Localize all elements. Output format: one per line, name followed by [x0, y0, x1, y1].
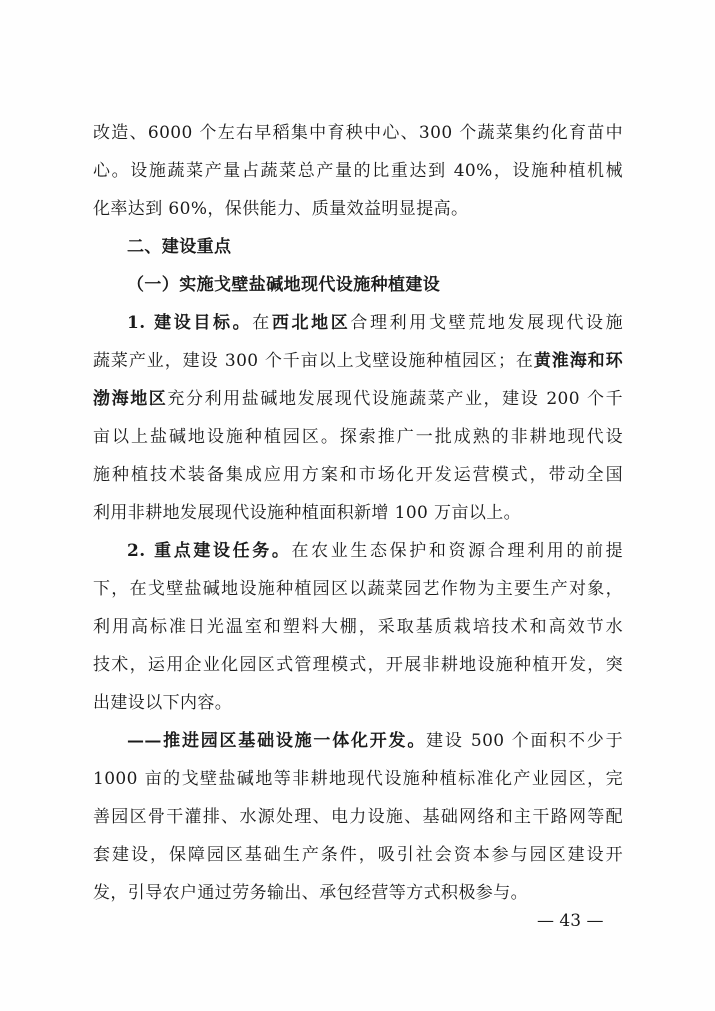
bullet1-title: ——推进园区基础设施一体化开发。: [127, 731, 427, 751]
region-highlight: 黄淮海和环: [533, 351, 623, 371]
item1-text: 合理利用戈壁荒地发展现代设施: [350, 313, 624, 333]
item1-line3: [93, 388, 623, 410]
paragraph-line: 亩以上盐碱地设施种植园区。探索推广一批成熟的非耕地现代设: [93, 427, 623, 447]
paragraph-line: 发，引导农户通过劳务输出、承包经营等方式积极参与。: [93, 883, 528, 903]
paragraph-line: 套建设，保障园区基础生产条件，吸引社会资本参与园区建设开: [93, 845, 623, 865]
paragraph-line: 施种植技术装备集成应用方案和市场化开发运营模式，带动全国: [93, 465, 623, 485]
item1-line2: [93, 350, 623, 372]
paragraph-line: 1000 亩的戈壁盐碱地等非耕地现代设施种植标准化产业园区，完: [93, 769, 623, 789]
paragraph-line: 改造、6000 个左右早稻集中育秧中心、300 个蔬菜集约化育苗中: [93, 123, 623, 143]
item1-text: 在: [252, 313, 272, 333]
bullet1-line1: [127, 730, 623, 752]
page-number: — 43 —: [537, 911, 604, 931]
paragraph-line: 下，在戈壁盐碱地设施种植园区以蔬菜园艺作物为主要生产对象，: [93, 579, 623, 599]
item1-text: 充分利用盐碱地发展现代设施蔬菜产业，建设 200 个千: [167, 389, 623, 409]
bullet1-text: 建设 500 个面积不少于: [426, 731, 623, 751]
region-highlight: 渤海地区: [93, 389, 168, 409]
paragraph-line: 利用非耕地发展现代设施种植面积新增 100 万亩以上。: [93, 503, 522, 523]
paragraph-line: 心。设施蔬菜产量占蔬菜总产量的比重达到 40%，设施种植机械: [93, 161, 623, 181]
subsection-heading: （一）实施戈壁盐碱地现代设施种植建设: [127, 275, 441, 295]
paragraph-line: 善园区骨干灌排、水源处理、电力设施、基础网络和主干路网等配: [93, 807, 623, 827]
paragraph-line: 技术，运用企业化园区式管理模式，开展非耕地设施种植开发，突: [93, 655, 623, 675]
item2-title: 2. 重点建设任务。: [127, 541, 292, 561]
item1-text: 蔬菜产业，建设 300 个千亩以上戈壁设施种植园区；在: [93, 351, 534, 371]
item2-text: 在农业生态保护和资源合理利用的前提: [291, 541, 623, 561]
item1-line1: [127, 312, 623, 334]
section-heading: 二、建设重点: [127, 237, 232, 257]
item2-line1: [127, 540, 623, 562]
paragraph-line: 利用高标准日光温室和塑料大棚，采取基质栽培技术和高效节水: [93, 617, 623, 637]
item1-title: 1. 建设目标。: [127, 313, 253, 333]
paragraph-line: 出建设以下内容。: [93, 693, 233, 713]
paragraph-line: 化率达到 60%，保供能力、质量效益明显提高。: [93, 199, 469, 219]
region-highlight: 西北地区: [271, 313, 351, 333]
